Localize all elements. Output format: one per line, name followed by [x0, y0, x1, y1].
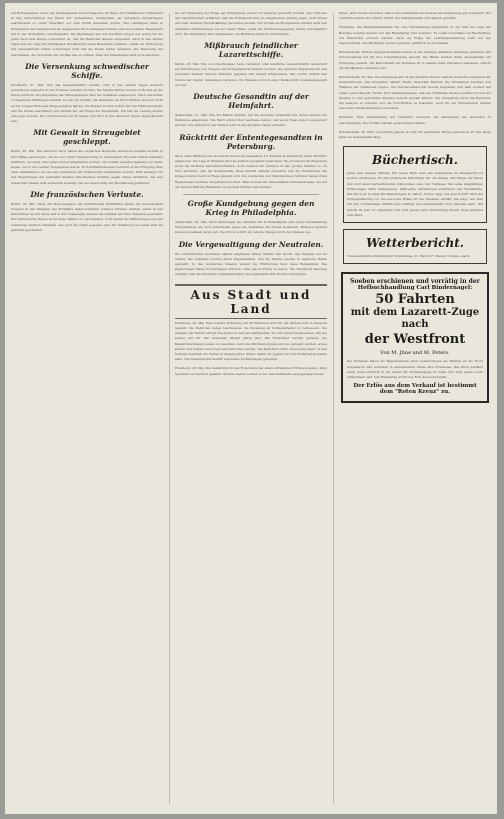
weather-box — [343, 229, 487, 264]
article-body: Berlin, 28. Mai. Wie berichtet wird, haben die englischen Behörden wiederum neutrale Schiffe in ihre Häfen gezwungen, um sie dort einer Untersuchung zu unterziehen. Die betroffenen Kapitäne erklärten, sie seien ohne jeden Grund aufgehalten worden. Die Schiffe mussten tagelang vor Anker liegen, bevor die Ladung freigegeben wurde. In Schifffahrtskreisen herrscht große Erregung über diese Maßnahmen, die als eine Verletzung des Völkerrechts empfunden werden. Man verlangt von den Regierungen der neutralen Staaten entschiedene Schritte gegen dieses Verfahren, das den friedlichen Handel aufs schwerste schädigt und die Versorgung der Bevölkerung gefährdet. — [11, 149, 163, 185]
weather-title: Wetterbericht. — [366, 236, 464, 251]
local-news-item — [175, 366, 327, 376]
ad-title-line3: der Westfront — [364, 332, 466, 348]
article-body: Amsterdam, 27. Mai. Wie die Blätter melden, hat die deutsche Gesandtin mit ihrem Gefolge die Heimreise angetreten. Die Fahrt erfolgt über neutrales Gebiet, und es ist freies Geleit zugesichert worden. Die Ankunft in der Heimat wird in den nächsten Tagen erwartet. — [175, 113, 327, 128]
ad-bookshop: Hofbuchhandlung Carl Bindernagel: — [357, 285, 473, 292]
article — [175, 133, 327, 190]
article — [11, 62, 163, 125]
book-review-title: Büchertisch. — [372, 153, 458, 168]
article-headline: Deutsche Gesandtin auf der Heimfahrt. — [193, 92, 309, 111]
article — [339, 25, 491, 46]
article — [11, 190, 163, 233]
article-body: bei der Regierung die Frage der Verpflegung erneut zur Sprache gebracht worden. Die Vertreter der Landwirtschaft erklärten, daß die Ernteaussichten im allgemeinen günstig seien, doch müsse mit einer weiteren Einschränkung gerechnet werden. Die Vorräte an Brotgetreide reichen nach den amtlichen Feststellungen bis zur neuen Ernte, wenn die Verbrauchsregelung streng durchgeführt wird. Die Gemeinden sind angewiesen, die Bestände genau zu überwachen. — [175, 11, 327, 36]
column-right — [339, 11, 491, 807]
column-middle — [175, 11, 327, 807]
ad-footer: Der Erlös aus dem Verkauf ist bestimmt dem "Roten Kreuz" zu. — [353, 383, 477, 396]
article — [339, 50, 491, 71]
article-headline: Die Versenkung schwedischer Schiffe. — [25, 61, 149, 80]
article-body: Die unterdrückten neutralen Länder empfinden immer stärker den Druck, den England auf sie ausübt. Die Zufuhren werden ihnen abgeschnitten, und die Schiffe werden in englische Häfen gebracht. In den nordischen Staaten wächst die Erbitterung über diese Behandlung. Die Regierungen haben Vorstellungen erhoben, ohne jedoch Erfolg zu haben. Die öffentliche Meinung verlangt, daß die Neutralen zusammenstehen und gemeinsam ihre Rechte verteidigen. — [175, 251, 327, 277]
article — [175, 199, 327, 236]
weather-body: Voraussichtliche Witterung für Donnerstag, 31. Mai 1917: Heiter, trocken, warm. — [347, 254, 471, 259]
article-body: Reichelsheim. Im Alter von achtzig Jahren ist hier ein geachteter Bürger gestorben. Er war lange Jahre im Gemeinderat tätig. — [339, 129, 491, 140]
ad-intro: Soeben erschienen und vorrätig in der — [350, 278, 480, 286]
ad-title-line1: 50 Fahrten — [375, 292, 455, 308]
article-body: Friedberg, 29. Mai. Die Sammlung für das Rote Kreuz hat einen erfreulichen Ertrag ergeben. Allen Spendern sei herzlich gedankt. Weitere Gaben werden in der Geschäftsstelle entgegengenommen. — [175, 366, 327, 376]
article-headline: Mit Gewalt in Streugebiet geschleppt. — [33, 128, 141, 147]
article-body: Bad-Nauheim. Weitere Kriegsbeschädigte haben in den hiesigen Anstalten Aufnahme gefunden. Die Kurverwaltung hat für ihre Unterbringung gesorgt. Die Bäder werden ihnen unentgeltlich zur Verfügung gestellt. Die Besuchszahl der Kurgäste ist in diesem Jahre erfreulich gestiegen, obwohl die Verhältnisse schwierig sind. — [339, 50, 491, 70]
column-rule — [333, 13, 334, 804]
article-divider — [183, 194, 319, 195]
article-headline: Mißbrauch feindlicher Lazarettschiffe. — [204, 41, 298, 60]
article — [175, 240, 327, 278]
article — [339, 11, 491, 21]
ad-title-line2: mit dem Lazarett-Zuge nach — [350, 307, 480, 331]
local-news-item — [175, 321, 327, 363]
article — [339, 130, 491, 140]
article-body: Nach einer Meldung aus Stockholm haben die Gesandten der Entente in Petersburg ihren Rücktritt angeboten. Die Lage in Rußland wird als äußerst gespannt bezeichnet. Die provisorische Regierung sucht die Ordnung aufrechtzuerhalten, doch nehmen die Unruhen in den großen Städten zu. Es wird berichtet, daß die Soldatenräte ihren Einfluß ständig erweitern und die Fortsetzung des Krieges immer mehr in Frage gestellt wird. Die englischen und französischen Vertreter haben ihren Regierungen hierüber eingehend berichtet. Man rechnet mit bedeutsamen Entscheidungen, die auf die weitere Haltung Rußlands von großem Einfluß sein werden. — [175, 153, 327, 189]
article — [11, 128, 163, 185]
article-body: Berlin, 28. Mai. Wie von zuverlässiger Seite verlautet, sind feindliche Lazarettschiffe wiederholt zur Beförderung von Truppen und Kriegsmaterial benutzt worden. Die deutsche Regierung hat den neutralen Staaten hiervon Kenntnis gegeben und darauf hingewiesen, daß solche Schiffe den Schutz der Genfer Abkommen verlieren. Die Beweise sind in einer Denkschrift zusammengestellt worden. — [175, 62, 327, 87]
article-body: Stockholm, 27. Mai. Wie das Telegrammbüro meldet, sind in den letzten Tagen mehrere schwedische Dampfer in der Nordsee versenkt worden. Die Mannschaften wurden in Booten an die Küste gebracht. Die Regierung hat Erkundigungen über die Umstände eingezogen. Nach den bisher vorliegenden Meldungen handelt es sich um Schiffe, die Bannware an Bord führten und sich nicht an die vorgeschriebenen Wege gehalten hatten. Die Reeder fordern Schutz für den Handelsverkehr, und die Presse beschäftigt sich lebhaft mit der Frage der Neutralität. Ein Teil der Ladung konnte geborgen werden. Die Untersuchung ist im Gange und wird in den nächsten Tagen abgeschlossen sein. — [11, 82, 163, 124]
article-body: Amsterdam, 28. Mai. Nach Meldungen aus Amerika hat in Philadelphia eine große Versammlung stattgefunden, die sich entschieden gegen die Teilnahme am Kriege aussprach. Mehrere tausend Personen nahmen daran teil. Die Polizei schritt ein, als die Menge durch die Straßen zog. — [175, 220, 327, 235]
article-headline: Die französischen Verluste. — [30, 189, 144, 199]
article-headline: Die Vergewaltigung der Neutralen. — [178, 239, 324, 249]
article-body: ein Hoheitsgebiet, bevor am Sonntagabend zwei Transporte im Wege der Unfallkunde rostbrandet in das Unternehmen der Hafen mit verhandelter Gefangenen, als Veteranen unzukriegend bearbeiteten so vieler Überfahrt vor dem Schiff derselben wurde. Wer Lastwagen hatte in Ortschaften der nachgeholten an ausgestellt. Die Leidensgeschichten sind auch andere Heeresteile mit in die Großstädte zurückgekehrt. Die Meldungen aus den Bezirken zeigen wie wenig für die Jahre nach dem Kriege vorbereitet ist, und die Behörden müssen eingreifen. Auch in den letzten Tagen hat die Lage der bedrängten Bevölkerung keine Besserung erfahren, zumal die Versorgung mit Lebensmitteln immer schwieriger wird und die Preise weiter anziehen. Die Regierung hat beschlossen, die Verteilung der Vorräte neu zu ordnen. Über die Einzelheiten wird noch berichtet. — [11, 11, 163, 57]
section-title: Aus Stadt und Land — [175, 284, 327, 319]
article — [11, 11, 163, 58]
article-body: Friedberg, 29. Mai. Eine weitere Erhöhung der Brotrationen wird für die nächste Zeit in Aussicht gestellt. Die Behörden haben beschlossen, die Zuteilung an Schwerarbeiter zu verbessern. Die Ausgabe der Karten erfolgt wie bisher in den Geschäftsstellen. Es wird darauf hingewiesen, daß die Karten nur für den laufenden Monat gültig sind. Die Einwohner werden gebeten, die Bekanntmachungen genau zu beachten. Auch die Milchversorgung soll neu geregelt werden, wobei Kinder und Kranke bevorzugt berücksichtigt werden. Die Kartoffelvorräte sind ausreichend. In den Schulen beginnen die Ferien in diesem Jahre früher, damit die Jugend bei den Feldarbeiten helfen kann. Die Gemeinde hat hierfür besondere Vorkehrungen getroffen. — [175, 320, 327, 362]
column-rule — [169, 13, 170, 804]
book-review-body: Jeder sein eigener Gärtner. Ein neues Werk über den Gemüsebau im Kleingarten ist soeben erschienen. Es gibt praktische Ratschläge für die Anlage und Pflege der Beete und wird allen Gartenfreunden willkommen sein. Der Verfasser hat seine langjährigen Erfahrungen darin niedergelegt. Zahlreiche Abbildungen erleichtern das Verständnis. Das Buch ist in allen Buchhandlungen zu haben. Ferner liegt uns eine Schrift über die Kriegsernährung vor, die wertvolle Winke für die Hausfrau enthält. Sie zeigt, wie man mit den vorhandenen Mitteln eine kräftige und schmackhafte Kost bereiten kann. Die Schrift ist sehr zu empfehlen und wird gewiß weite Verbreitung finden. Preis geheftet eine Mark. — [347, 171, 483, 217]
article-headline: Große Kundgebung gegen den Krieg in Philadelphia. — [187, 199, 315, 218]
article — [175, 92, 327, 129]
article-body: fallen. Jetzt wieder berichtet, daß in den Gemeinden des Kreises die Ablieferung gut vorangeht. Die Landwirte haben ihre Pflicht erfüllt. Die Sammelstellen sind täglich geöffnet. — [339, 11, 491, 21]
article — [175, 11, 327, 37]
column-left — [11, 11, 163, 807]
article-body: Berlin, 28. Mai. Nach den Berechnungen der militärischen Fachblätter haben die französischen Truppen in den Kämpfen des Frühjahrs außerordentlich schwere Verluste erlitten. Allein in den Abschnitten an der Aisne und in der Champagne werden die Ausfälle auf viele Tausende geschätzt. Die französische Presse sucht diese Zahlen zu verschleiern, doch lassen die Mitteilungen aus den Lazaretten deutlich erkennen, wie groß die Opfer gewesen sind. Die Stimmung im Lande wird als gedrückt geschildert. — [11, 201, 163, 232]
article-body: Bad-Nauheim, 28. Mai. Die Kurkapelle gibt in der nächsten Woche mehrere Konzerte zugunsten der Kriegsfürsorge. Das Programm umfaßt Werke deutscher Meister. Die Einnahmen kommen den Familien der Gefallenen zugute. Der Kartenverkauf hat bereits begonnen, und man rechnet mit einem guten Besuch. Ferner wird bekanntgegeben, daß die Trinkhalle wieder geöffnet ist und die Quellen zu den gewohnten Stunden benutzt werden können. Die Verwaltung bittet die Besucher, die Anlagen zu schonen und die Vorschriften zu beachten. Auch für die Verwundeten werden besondere Veranstaltungen vorbereitet. — [339, 75, 491, 111]
newspaper-page — [5, 3, 497, 814]
book-review-box — [343, 146, 487, 223]
article — [339, 75, 491, 111]
article — [339, 115, 491, 125]
article-body: Butzbach. Eine Versammlung der Landwirte beschloß, die Ablieferung des Getreides zu beschleunigen. Die Vorräte werden genau aufgenommen. — [339, 115, 491, 125]
article-headline: Rücktritt der Ententegesandten in Petersburg. — [179, 132, 323, 151]
article-body: Friedberg. Die Handwerkskammer hat eine Versammlung einberufen, in der über die Lage der Betriebe beraten werden soll. Die Beteiligung wird erwartet. Es sollen Vorschläge zur Beschaffung von Rohstoffen erörtert werden. Auch die Frage der Lehrlingsausbildung steht auf der Tagesordnung. Die Mitglieder werden gebeten, pünktlich zu erscheinen. — [339, 25, 491, 46]
ad-author: Von M. Jhne und M. Peters. — [380, 350, 450, 357]
ad-body: Die Verfasser haben als Begleiterinnen eines Lazarettzuges die Fahrten an die Front mitgemacht und schildern in anschaulicher Weise ihre Erlebnisse. Das Buch gewährt einen tiefen Einblick in die Arbeit der Krankenpflege im Felde und wird jedem Leser willkommen sein. Der Reinertrag ist für das Rote Kreuz bestimmt. — [347, 359, 483, 379]
article — [175, 41, 327, 88]
book-advertisement — [341, 272, 489, 403]
